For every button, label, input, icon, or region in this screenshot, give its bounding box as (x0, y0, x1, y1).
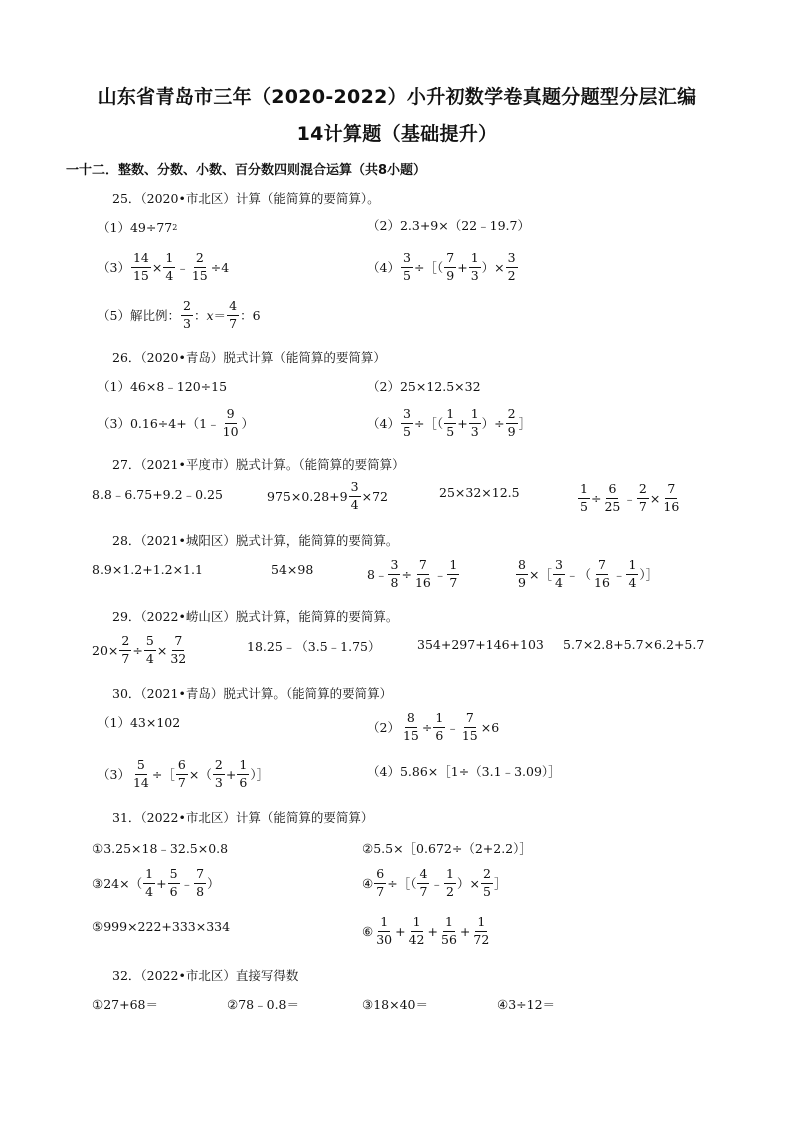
question-30-header: 30．（2021•青岛）脱式计算。（能简算的要简算） (112, 686, 393, 701)
q31-part-2: ②5.5×［0.672÷（2+2.2）］ (362, 841, 532, 856)
question-26-header: 26．（2020•青岛）脱式计算（能简算的要简算） (112, 350, 386, 365)
question-29-header: 29．（2022•崂山区）脱式计算，能简算的要简算。 (112, 609, 399, 624)
q27-part-2: 975×0.28+9 $\frac{3}{4}$ ×72 (267, 479, 388, 512)
q26-part-1: （1）46×8﹣120÷15 (97, 379, 228, 394)
q28-part-1: 8.9×1.2+1.2×1.1 (92, 562, 203, 577)
q25-part-1: （1）49÷77 2 (97, 220, 178, 235)
q31-part-5: ⑤999×222+333×334 (92, 919, 231, 934)
q30-part-4: （4）5.86×［1÷（3.1﹣3.09）］ (367, 764, 561, 779)
q31-part-4: ④ $\frac{6}{7}$ ÷［（ 4 7 ﹣ 1 2 ）× $\frac{2}{5}$ ］ (362, 866, 507, 899)
page-subtitle: 14计算题（基础提升） (296, 123, 498, 145)
section-heading: 一十二．整数、分数、小数、百分数四则混合运算（共8小题） (66, 163, 427, 178)
q29-part-4: 5.7×2.8+5.7×6.2+5.7 (563, 637, 705, 652)
question-31-header: 31．（2022•市北区）计算（能简算的要简算） (112, 810, 374, 825)
q28-part-2: 54×98 (271, 562, 314, 577)
q25-part-3: （3） $\frac{14}{15}$ × $\frac{1}{4}$ ﹣ $\frac{2}{15}$ ÷4 (97, 250, 230, 283)
q29-part-3: 354+297+146+103 (417, 637, 544, 652)
question-27-header: 27．（2021•平度市）脱式计算。（能简算的要简算） (112, 457, 405, 472)
q30-part-1: （1）43×102 (97, 715, 181, 730)
q27-part-1: 8.8﹣6.75+9.2﹣0.25 (92, 487, 223, 502)
q29-part-2: 18.25﹣（3.5﹣1.75） (247, 639, 381, 654)
question-25-header: 25．（2020•市北区）计算（能简算的要简算）。 (112, 191, 380, 206)
question-32-header: 32．（2022•市北区）直接写得数 (112, 968, 299, 983)
q30-part-2: （2） $\frac{8}{15}$ ÷ $\frac{1}{6}$ ﹣ $\frac{7}{15}$ ×6 (367, 710, 500, 743)
q32-part-4: ④3÷12＝ (497, 997, 556, 1012)
q32-part-2: ②78﹣0.8＝ (227, 997, 299, 1012)
q26-part-2: （2）25×12.5×32 (367, 379, 481, 394)
q28-part-4: $\frac{8}{9}$ ×［ 3 4 ﹣（ 7 16 ﹣ 1 4 ）］ (515, 559, 658, 589)
q27-part-4: $\frac{1}{5}$ ÷ $\frac{6}{25}$ ﹣ $\frac{2}{7}$ × $\frac{7}{16}$ (577, 483, 682, 513)
q29-part-1: 20× $\frac{2}{7}$ ÷ $\frac{5}{4}$ × $\frac{7}{32}$ (92, 633, 187, 666)
q32-part-1: ①27+68＝ (92, 997, 158, 1012)
q26-part-4: （4） $\frac{3}{5}$ ÷［（ 1 5 + $\frac{1}{3}$ ）÷ $\frac{2}{9}$ ］ (367, 406, 532, 439)
q25-part-2: （2）2.3+9×（22﹣19.7） (367, 218, 530, 233)
q31-part-6: ⑥ 1 30 + $\frac{1}{42}$ + $\frac{1}{56}$ + $\frac{1}{72}$ (362, 914, 490, 947)
q32-part-3: ③18×40＝ (362, 997, 428, 1012)
q30-part-3: （3） $\frac{5}{14}$ ÷［ $\frac{6}{7}$ ×（ 2 3 + $\frac{1}{6}$ ）］ (97, 757, 270, 790)
q25-part-5: （5）解比例： 2 3 ： x ＝ 4 7 ：6 (97, 298, 261, 331)
q31-part-3: ③24×（ 1 4 + $\frac{5}{6}$ ﹣ 7 8 ） (92, 866, 220, 899)
q26-part-3: （3）0.16÷4+（1﹣ 9 10 ） (97, 406, 255, 439)
q31-part-1: ①3.25×18﹣32.5×0.8 (92, 841, 229, 856)
page-title: 山东省青岛市三年（2020-2022）小升初数学卷真题分题型分层汇编 (97, 86, 697, 108)
q25-part-4: （4） $\frac{3}{5}$ ÷［（ 7 9 + $\frac{1}{3}$ ）× $\frac{3}{2}$ (367, 252, 519, 282)
question-28-header: 28．（2021•城阳区）脱式计算，能简算的要简算。 (112, 533, 399, 548)
q27-part-3: 25×32×12.5 (439, 485, 520, 500)
q28-part-3: 8﹣ $\frac{3}{8}$ ÷ $\frac{7}{16}$ ﹣ 1 7 (367, 559, 460, 589)
